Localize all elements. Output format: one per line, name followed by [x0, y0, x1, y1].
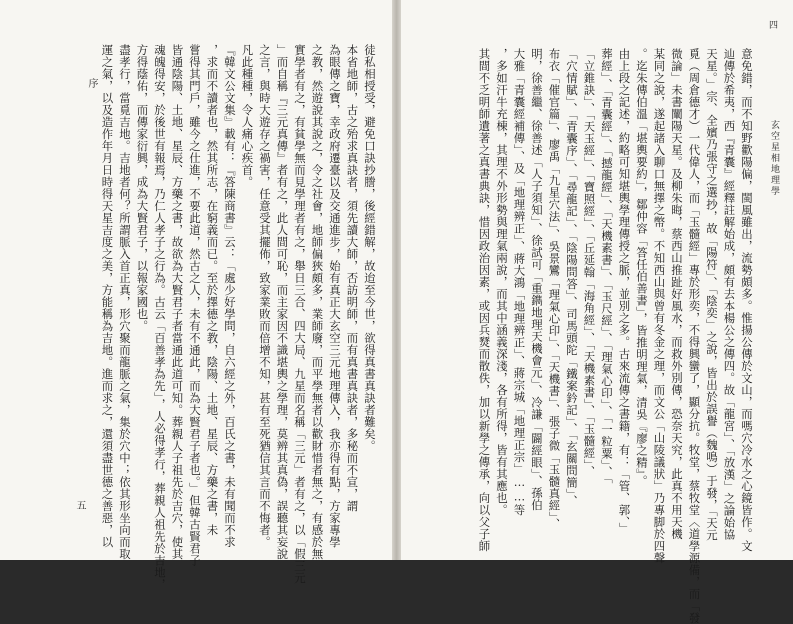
- text-column: 微論」未書闡陽天星。及柳朱晦，蔡西山推趾好風水，而救外別傳，恐奈天究，此真不用天機: [670, 48, 684, 540]
- text-column: 方得蔭佑，而傳家衍興，成為大賢君子，以報家國也。: [135, 44, 150, 332]
- text-column: 實學者有之，有貧學無而見學理者有之，舉日三合、四大局、九星而名稱「三元」者有之，以「假三元: [293, 44, 307, 584]
- page-number-left: 五: [74, 500, 85, 510]
- text-column: 本省地師，古之殆求真訣者，須先讀大師，否訪明師，而有真書真訣者，多秘而不宣，謂: [345, 44, 360, 512]
- text-column: 大雅「青囊經補傳」、及「地理辨正」、蔣大鴻「地理辨正」、蔣宗城「地理正宗」……等: [512, 48, 527, 517]
- text-column: 意免錯，而不知野歡陽偏，閩風雖出，流勢頗多。惟揚公傳於文山，而嗎穴冷水之心鏡皆作。文: [740, 48, 754, 552]
- text-column: 。迄朱傳伯溫「堪輿要約」，鄒仲容「答任伯善書」，皆推明理氣，清吳『廖之精』。: [635, 48, 649, 487]
- text-column: 葬經」、「青囊經」、「撼龍經」、「天機素書」、「玉尺經」、「理氣心印」、「一粒粟」、「: [600, 48, 614, 485]
- text-column: 運之氣，以及造作年月日時得天星吉度之美，方能稱為吉地。進而求之，還須盡世德之善惡，以: [100, 44, 115, 548]
- text-column: 明，徐善繼、徐善述「人子須知」、徐試可「重鐫地理天機會元」、冷謙「闢經眼」、孫伯: [530, 48, 544, 511]
- text-column: 布衣「催官篇」、廖禹「九星穴法」、吳景鸞「理氣心印」、「天機書」、張子微「玉髓真經」、: [547, 48, 562, 530]
- text-column: 之言，與時大遊存之禍害，任意受其擺佈，致家業敗而倍增不知，甚有至死猶信其言而不悔者。: [258, 44, 272, 548]
- running-head-title: 玄空星相地理學: [769, 120, 779, 197]
- text-column: 「穴情賦」、「青囊序」、「尋龍記」、「陰陽問答」、司馬頭陀「鐵案鈐記」、「玄關問簡」、: [565, 48, 579, 507]
- right-page-text: [475, 48, 755, 624]
- text-column: 為眼傳之寶，幸政府遷臺以及交通進步，始有真正大玄空三元地理傳入，我亦得有點，方家專學: [328, 44, 342, 548]
- text-column: 魂魄得安，於後世有報焉，乃仁人孝子之行為。古云「百善孝為先」，人必得孝行，葬親人祖先於吉地，: [153, 44, 167, 591]
- text-column: 某同之說，遂起諸入聊口無擇之幣。不知西山與曾有冬金之理，而文公「山陵議狀」乃專脚於四聲: [652, 48, 667, 564]
- text-column: 之教，然遊說其說之，令之社會，地師偏狹頗多，業師廢，而平學無者以歡財惜者無之，有感於無: [310, 44, 325, 560]
- text-column: 由上段之記述，約略可知堪輿學理傳授之脈，並別之多。古來流傳之書籍，有：「管、郭、」: [617, 48, 632, 535]
- text-column: 覓（周倉德才）一代偉人，而「玉髓經」專於形奕，不得興蠻了，顯分抗。牧堂，蔡牧堂〈道學源備，而「發: [687, 48, 702, 624]
- text-column: 『韓文公文集』載有：『答陳商書』云：「處少好學問，自六經之外，百氏之書，未有聞而不求: [223, 44, 237, 548]
- text-column: 天星。」宗、全嬪乃張守之選抄，故「陽符」、「陰奕」之說，皆出於誤譽（魏鳴）于發，「天元: [705, 48, 719, 542]
- right-page: [401, 0, 793, 624]
- page-number-right: 四: [767, 20, 777, 29]
- text-column: 」而自稱『三元真傳』者有之，此人間可恥，而主家因不識堪輿之學理，莫辨其真偽，誤聽其妄說: [275, 44, 290, 560]
- text-column: 皆通陰陽、土地、星辰、方藥之書，故欲為大賢君子者當通此道可知。葬親人子祖先於吉穴，使其: [170, 44, 185, 560]
- text-column: 盡孝行，當覓吉地。吉地者何？所謂脈入首正真，形穴聚而龍脈之氣，集於穴中；依其形坐向而取: [118, 44, 132, 560]
- left-page-text: [98, 44, 378, 591]
- text-column: 徒私相授受，避免口訣抄謄，後經錯解，故迨至今世，欲得真書真訣者難矣。: [363, 44, 377, 452]
- section-label: 序: [86, 78, 97, 88]
- text-column: 「立錐訣」、「天玉經」、「寶照經」、「丘延翰「海角經」、「天機素書」、「玉髓經」、: [582, 48, 597, 478]
- text-column: 凡此種種，令人痛心疾首。: [240, 44, 255, 188]
- text-column: 其間不乏明師遺著之真書典訣，惜因政治因素，或因兵燹而散佚，加以新學之傳承，向以父子師: [477, 48, 492, 552]
- text-column: ，求而不讀者也，然其所志，在窮義而已。至於擇德之教，陰陽、土地、星辰、方藥之書，未: [205, 44, 220, 536]
- text-column: ，多如汗牛充棟，其理不外形勢與理氣兩說，而其中涵義深淺，各有所得，皆有其應也。: [495, 48, 509, 516]
- text-column: 辿傳於希夷，西『青囊』經釋註解始成，頗有去本楊公之傳四。故「龍宮」、「放漢」之論始協: [722, 48, 737, 541]
- book-gutter: [392, 0, 401, 560]
- text-column: 嘗得其門戶，雖今之仕進，不要此道，然古之人，未有不通此，而為大賢君子者也。」但韓古賢君子: [188, 44, 202, 567]
- left-page: [0, 0, 392, 591]
